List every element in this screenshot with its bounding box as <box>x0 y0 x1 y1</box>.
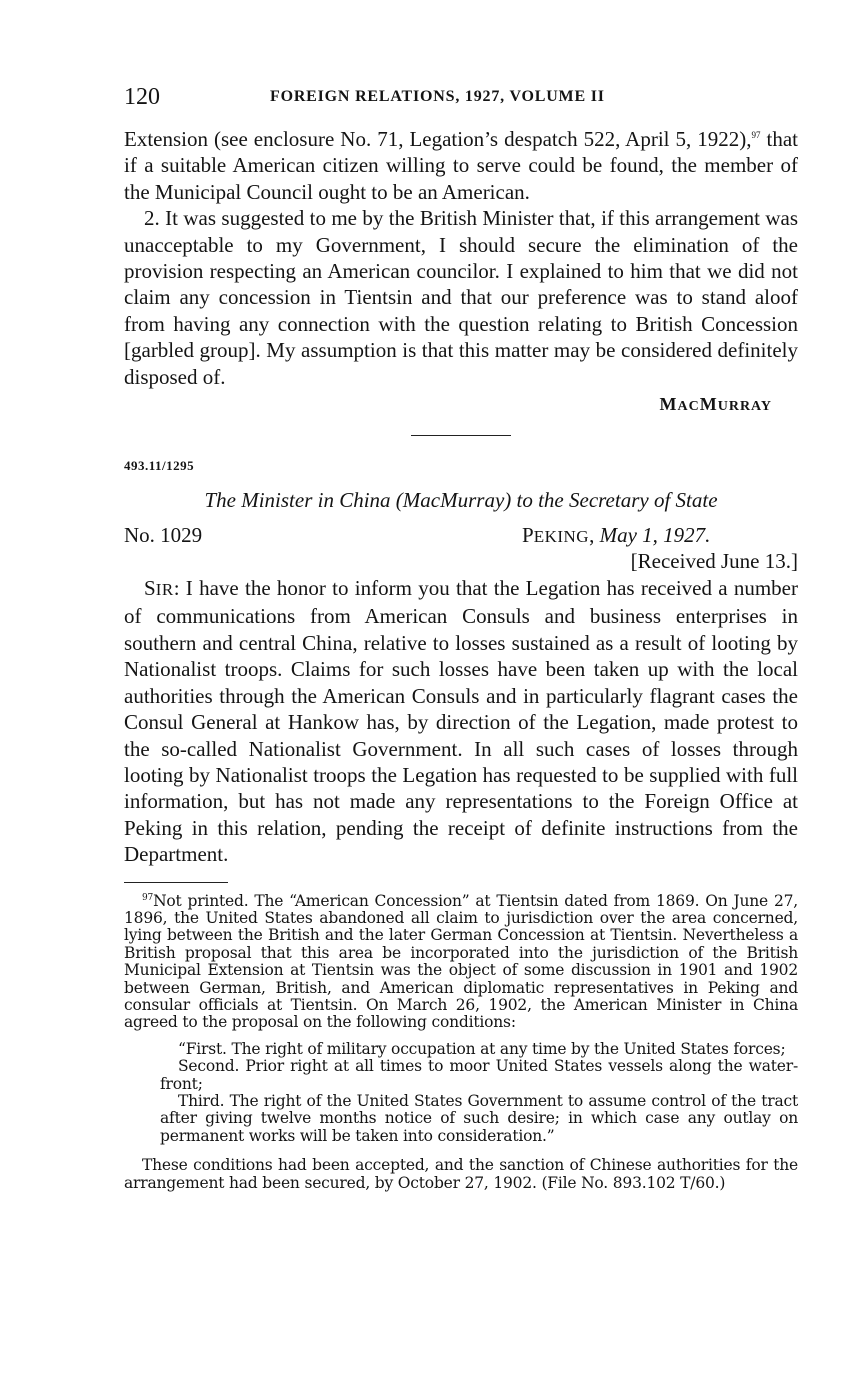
footnote-reference: 97 <box>751 130 761 140</box>
document-title: The Minister in China (MacMurray) to the Secretary of State <box>204 488 718 513</box>
received-date: [Received June 13.] <box>630 549 798 574</box>
page-number: 120 <box>124 84 160 110</box>
date: May 1, 1927. <box>599 523 711 548</box>
signature-small-1: AC <box>677 399 700 415</box>
continued-paragraph-start: Extension (see enclosure No. 71, Legation’s despatch 522, April 5, 1922), <box>124 127 752 151</box>
condition-third: Third. The right of the United States Government to assume control of the tract after giving twelve months notice of such desire; in which case any outlay on permanent works will be taken into consideration.” <box>160 1092 798 1145</box>
dateline <box>124 523 798 575</box>
footnote-97 <box>124 893 798 1032</box>
salutation-initial: S <box>144 576 156 601</box>
signature <box>124 394 798 415</box>
footnote-rule <box>124 882 228 883</box>
place-small: EKING <box>533 527 590 547</box>
running-head: FOREIGN RELATIONS, 1927, VOLUME II <box>270 88 605 105</box>
section-divider <box>411 435 511 436</box>
condition-first: “First. The right of military occupation at any time by the United States forces; <box>178 1039 786 1058</box>
signature-initial-1: M <box>659 394 678 415</box>
footnote-text: Not printed. The “American Concession” at Tientsin dated from 1869. On June 27, 1896, the United States abandoned all claim to jurisdiction over the area concerned, lying between the British and the later German Concession at Tientsin. Nevertheless a British proposal that this area be incorporated into the jurisdiction of the British Municipal Extension at Tientsin was the object of some discussion in 1901 and 1902 between German, British, and American diplomatic representatives in Peking and consular officials at Tientsin. On March 26, 1902, the American Minister in China agreed to the proposal on the following conditions: <box>124 891 798 1032</box>
place-date: PEKING, May 1, 1927. <box>522 523 711 548</box>
letter-body <box>124 575 798 867</box>
footnote-marker: 97 <box>142 892 154 903</box>
condition-second: Second. Prior right at all times to moor United States vessels along the water-front; <box>160 1057 798 1093</box>
paragraph-2: 2. It was suggested to me by the British Minister that, if this arrangement was unacceptable to my Government, I should secure the elimination of the provision respecting an American councilor. I explained to him that we did not claim any concession in Tientsin and that our preference was to stand aloof from having any connection with the question relating to British Concession [garbled group]. My assumption is that this matter may be considered definitely disposed of. <box>124 206 798 389</box>
despatch-number: No. 1029 <box>124 523 203 548</box>
signature-initial-2: M <box>699 394 718 415</box>
document-page <box>124 84 798 1192</box>
file-number: 493.11/1295 <box>124 458 195 474</box>
continued-paragraph-end: that if a suitable American citizen willing to serve could be found, the member of the Municipal Council ought to be an American. <box>124 127 798 204</box>
place-initial: P <box>522 523 534 548</box>
salutation-small: IR <box>155 580 174 600</box>
letter-body-text: : I have the honor to inform you that the Legation has received a number of communications from American Consuls and business enterprises in southern and central China, relative to losses sustained as a result of looting by Nationalist troops. Claims for such losses have been taken up with the local authorities through the American Consuls and in particularly flagrant cases the Consul General at Hankow has, by direction of the Legation, made protest to the so-called Nationalist Government. In all such cases of losses through looting by Nationalist troops the Legation has requested to be supplied with full information, but has not made any representations to the Foreign Office at Peking in this relation, pending the receipt of definite instructions from the Department. <box>124 576 798 867</box>
continued-paragraph <box>124 126 798 205</box>
footnote-closing: These conditions had been accepted, and the sanction of Chinese authorities for the arrangement had been secured, by October 27, 1902. (File No. 893.102 T/60.) <box>124 1156 798 1192</box>
signature-small-2: URRAY <box>717 399 772 415</box>
page-header <box>124 84 798 116</box>
footnote-conditions <box>160 1041 798 1145</box>
